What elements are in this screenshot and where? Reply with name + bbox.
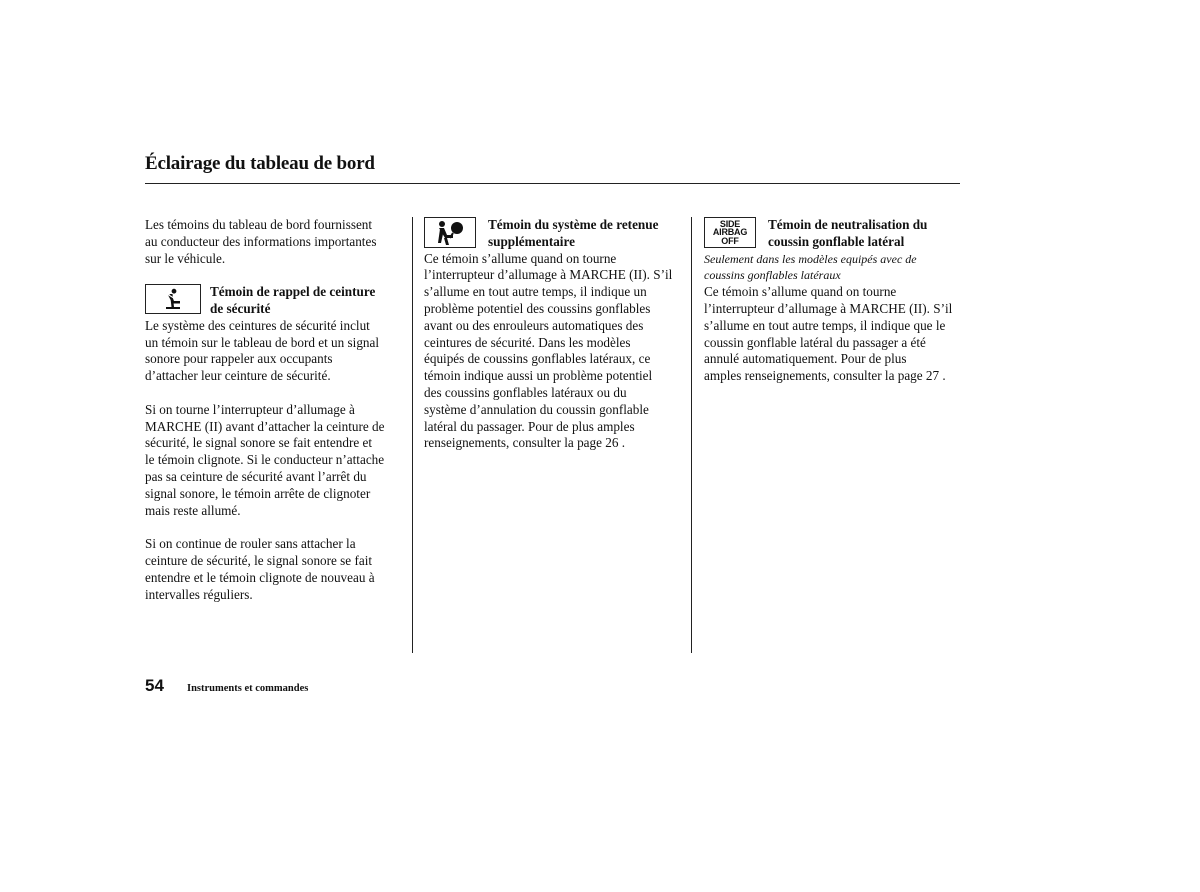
text-line: signal sonore, le témoin arrête de clignoter bbox=[145, 485, 371, 501]
heading-line: Témoin du système de retenue bbox=[488, 217, 659, 232]
icon-label-line: OFF bbox=[721, 235, 739, 246]
text-line: système d’annulation du coussin gonflable bbox=[424, 401, 649, 417]
text-line: au conducteur des informations importantes bbox=[145, 233, 377, 249]
text-line: sur le véhicule. bbox=[145, 250, 226, 266]
text-line: équipés de coussins gonflables latéraux, ce bbox=[424, 351, 651, 367]
text-line: Ce témoin s’allume quand on tourne bbox=[704, 284, 897, 300]
text-line: sécurité, le signal sonore se fait entendre et bbox=[145, 435, 373, 451]
column-divider-1 bbox=[412, 217, 413, 653]
text-line: s’allume en tout autre temps, il indique un bbox=[424, 284, 647, 300]
side-airbag-note bbox=[704, 251, 964, 285]
heading-line: coussin gonflable latéral bbox=[768, 233, 905, 249]
text-line: l’interrupteur d’allumage à MARCHE (II). S’il bbox=[704, 300, 953, 316]
side-airbag-off-icon bbox=[704, 217, 756, 248]
side-airbag-heading-text bbox=[768, 217, 927, 251]
text-line: Si on tourne l’interrupteur d’allumage à bbox=[145, 401, 355, 417]
text-line: des coussins gonflables latéraux ou du bbox=[424, 384, 627, 400]
icon-label-line: SIDE bbox=[719, 218, 741, 229]
seatbelt-reminder-icon bbox=[145, 284, 201, 314]
text-line: avant ou des enrouleurs automatiques des bbox=[424, 317, 644, 333]
title-divider bbox=[145, 183, 960, 184]
side-airbag-heading bbox=[704, 217, 964, 251]
heading-line: de sécurité bbox=[210, 300, 271, 316]
text-line: pas sa ceinture de sécurité avant l’arrêt du bbox=[145, 468, 367, 484]
text-line: un témoin sur le tableau de bord et un signal bbox=[145, 334, 380, 350]
page-title: Éclairage du tableau de bord bbox=[145, 153, 375, 174]
page-number: 54 bbox=[145, 676, 164, 695]
seatbelt-paragraph-1 bbox=[145, 318, 397, 385]
text-line: ceinture de sécurité, le signal sonore se fait bbox=[145, 552, 373, 568]
note-line: Seulement dans les modèles equipés avec de bbox=[704, 251, 917, 266]
text-line: s’allume en tout autre temps, il indique que le bbox=[704, 317, 946, 333]
text-line: le témoin clignote. Si le conducteur n’attache bbox=[145, 452, 385, 468]
srs-body bbox=[424, 251, 684, 453]
text-line: ceintures de sécurité. Dans les modèles bbox=[424, 334, 631, 350]
column-middle bbox=[424, 217, 684, 469]
srs-airbag-icon bbox=[424, 217, 476, 248]
text-line: coussin gonflable latéral du passager a été bbox=[704, 334, 926, 350]
side-airbag-body bbox=[704, 284, 964, 385]
text-line: mais reste allumé. bbox=[145, 502, 241, 518]
text-line: annulé automatiquement. Pour de plus bbox=[704, 351, 907, 367]
text-line: sonore pour rappeler aux occupants bbox=[145, 351, 333, 367]
heading-line: supplémentaire bbox=[488, 233, 575, 249]
seatbelt-paragraph-2 bbox=[145, 402, 397, 520]
section-name: Instruments et commandes bbox=[187, 683, 309, 694]
text-line: témoin indique aussi un problème potentiel bbox=[424, 368, 653, 384]
text-line: d’attacher leur ceinture de sécurité. bbox=[145, 368, 331, 384]
text-line: Si on continue de rouler sans attacher la bbox=[145, 536, 356, 552]
note-line: coussins gonflables latéraux bbox=[704, 268, 841, 283]
column-left bbox=[145, 217, 397, 620]
text-line: amples renseignements, consulter la page 27 . bbox=[704, 368, 946, 384]
text-line: intervalles réguliers. bbox=[145, 586, 253, 602]
seatbelt-paragraph-3 bbox=[145, 536, 397, 603]
icon-label-line: AIRBAG bbox=[712, 227, 748, 238]
seatbelt-heading bbox=[145, 284, 397, 318]
text-line: Ce témoin s’allume quand on tourne bbox=[424, 250, 617, 266]
text-line: Les témoins du tableau de bord fournissent bbox=[145, 217, 373, 232]
text-line: entendre et le témoin clignote de nouveau à bbox=[145, 569, 375, 585]
text-line: latéral du passager. Pour de plus amples bbox=[424, 418, 635, 434]
text-line: renseignements, consulter la page 26 . bbox=[424, 435, 626, 451]
heading-line: Témoin de neutralisation du bbox=[768, 217, 928, 232]
column-divider-2 bbox=[691, 217, 692, 653]
text-line: l’interrupteur d’allumage à MARCHE (II). S’il bbox=[424, 267, 673, 283]
seatbelt-heading-text bbox=[210, 284, 375, 318]
text-line: problème potentiel des coussins gonflables bbox=[424, 300, 651, 316]
text-line: Le système des ceintures de sécurité inclut bbox=[145, 317, 370, 333]
heading-line: Témoin de rappel de ceinture bbox=[210, 284, 376, 300]
srs-heading bbox=[424, 217, 684, 251]
srs-heading-text bbox=[488, 217, 658, 251]
text-line: MARCHE (II) avant d’attacher la ceinture de bbox=[145, 418, 385, 434]
column-right bbox=[704, 217, 964, 402]
intro-paragraph bbox=[145, 217, 397, 267]
